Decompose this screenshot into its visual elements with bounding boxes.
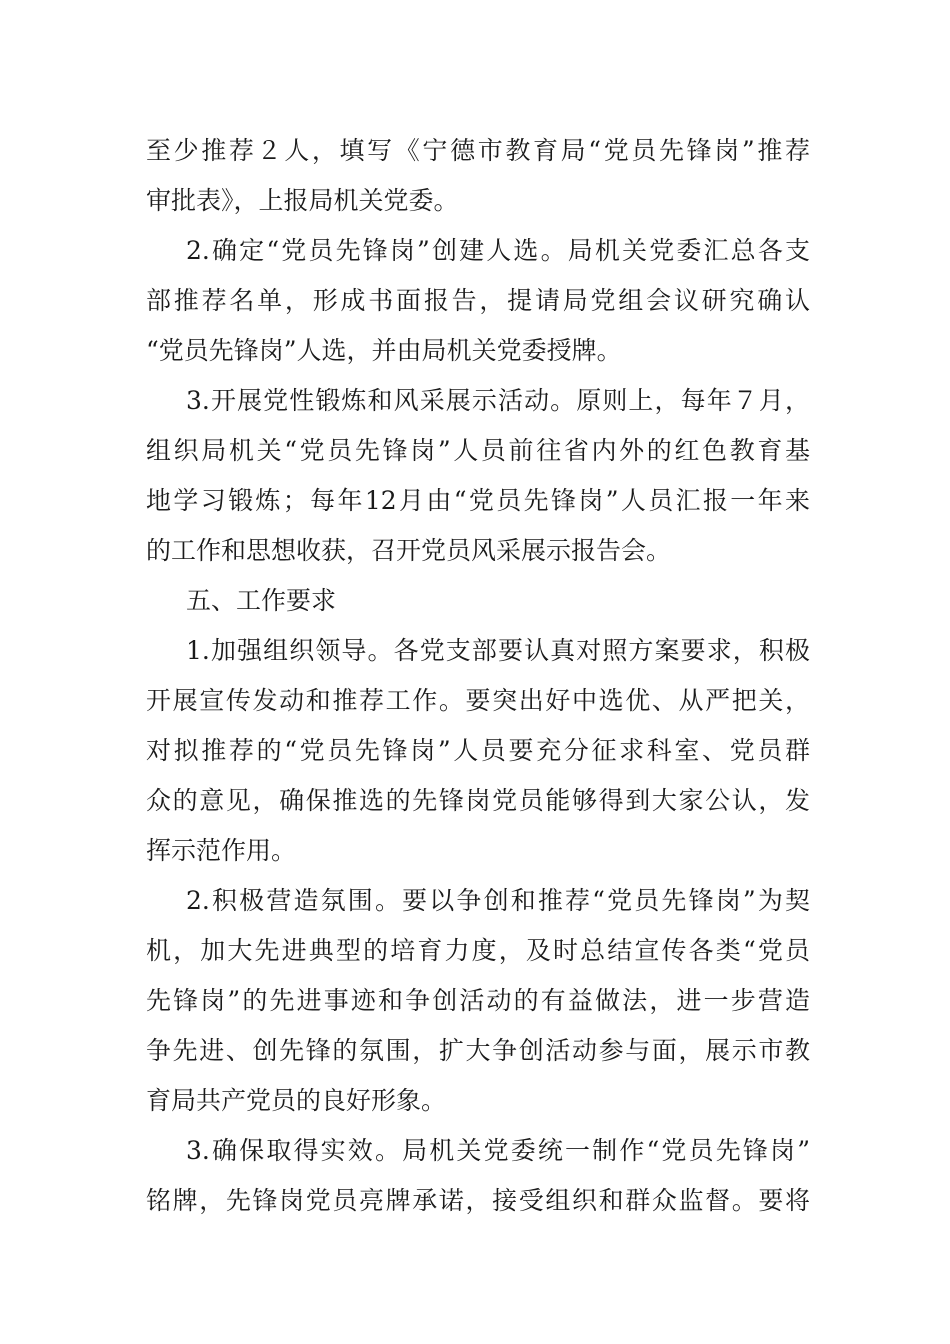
text-line: 铭牌，先锋岗党员亮牌承诺，接受组织和群众监督。要将 <box>146 1186 810 1215</box>
section-heading: 五、工作要求 <box>186 586 337 615</box>
text-line: 争先进、创先锋的氛围，扩大争创活动参与面，展示市教 <box>146 1036 810 1065</box>
text-line: 挥示范作用。 <box>146 836 297 865</box>
text-line: “党员先锋岗”人选，并由局机关党委授牌。 <box>146 336 622 365</box>
paragraph-start-line: 3.开展党性锻炼和风采展示活动。原则上，每年７月， <box>186 386 810 415</box>
text-line: 机，加大先进典型的培育力度，及时总结宣传各类“党员 <box>146 936 810 965</box>
paragraph-start-line: 2.确定“党员先锋岗”创建人选。局机关党委汇总各支 <box>186 236 810 265</box>
text-line: 组织局机关“党员先锋岗”人员前往省内外的红色教育基 <box>146 436 810 465</box>
text-line: 对拟推荐的“党员先锋岗”人员要充分征求科室、党员群 <box>146 736 810 765</box>
paragraph-start-line: 3.确保取得实效。局机关党委统一制作“党员先锋岗” <box>186 1136 810 1165</box>
text-line: 审批表》，上报局机关党委。 <box>146 186 459 215</box>
text-line: 先锋岗”的先进事迹和争创活动的有益做法，进一步营造 <box>146 986 810 1015</box>
text-line: 众的意见，确保推选的先锋岗党员能够得到大家公认，发 <box>146 786 810 815</box>
text-line: 的工作和思想收获，召开党员风采展示报告会。 <box>146 536 672 565</box>
text-line: 部推荐名单，形成书面报告，提请局党组会议研究确认 <box>146 286 810 315</box>
text-line: 至少推荐２人，填写《宁德市教育局“党员先锋岗”推荐 <box>146 136 810 165</box>
paragraph-start-line: 1.加强组织领导。各党支部要认真对照方案要求，积极 <box>186 636 810 665</box>
text-line: 地学习锻炼；每年12月由“党员先锋岗”人员汇报一年来 <box>146 486 810 515</box>
text-line: 育局共产党员的良好形象。 <box>146 1086 447 1115</box>
paragraph-start-line: 2.积极营造氛围。要以争创和推荐“党员先锋岗”为契 <box>186 886 810 915</box>
text-line: 开展宣传发动和推荐工作。要突出好中选优、从严把关， <box>146 686 810 715</box>
